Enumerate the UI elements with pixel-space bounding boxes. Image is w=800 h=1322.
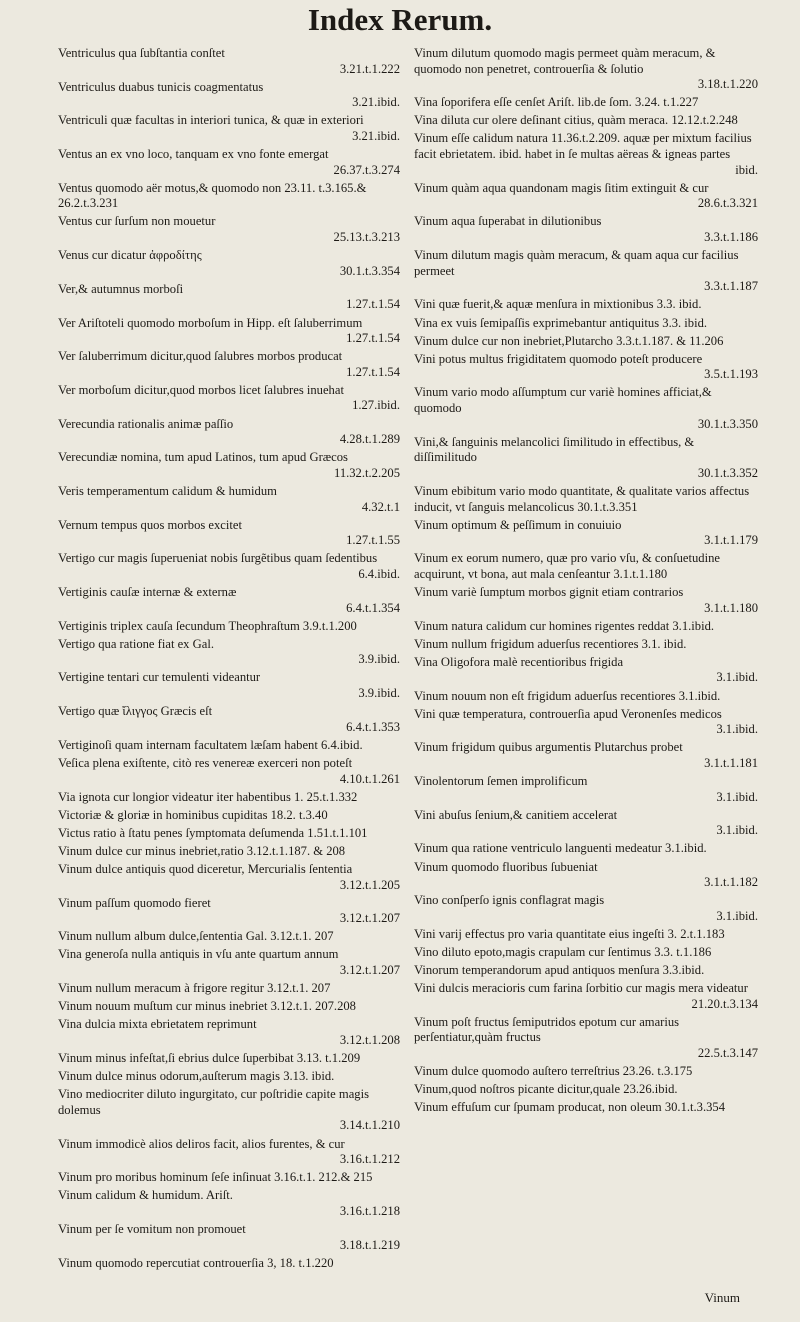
- index-entry-reference: 25.13.t.3.213: [333, 230, 400, 245]
- index-entry-text: Ventus cur ſurſum non mouetur: [58, 214, 216, 229]
- index-entry: [414, 619, 758, 635]
- index-entry-reference: 3.14.t.1.210: [339, 1118, 400, 1133]
- index-entry: [58, 1069, 400, 1085]
- index-entry-text: Vinum vario modo aſſumptum cur variè homines afficiat,& quomodo: [414, 385, 712, 415]
- index-entry: [414, 113, 758, 129]
- index-entry-text: Vini dulcis meracioris cum farina ſorbitio cur magis mera videatur: [414, 981, 748, 996]
- index-entry-text: Victoriæ & gloriæ in hominibus cupiditas 18.2. t.3.40: [58, 807, 328, 822]
- index-entry: [414, 707, 758, 738]
- index-entry: [58, 1170, 400, 1186]
- index-entry-reference: 1.27.t.1.54: [346, 364, 400, 379]
- index-entry: [58, 1256, 400, 1272]
- index-entry: [58, 147, 400, 178]
- index-entry: [414, 352, 758, 383]
- index-entry: [414, 860, 758, 891]
- index-entry-reference: 3.21.ibid.: [352, 128, 400, 143]
- index-entry-text: Vinum pro moribus hominum ſeſe inſinuat 3.16.t.1. 212.& 215: [58, 1170, 373, 1185]
- index-entry-text: Vini quæ temperatura, controuerſia apud Veronenſes medicos: [414, 706, 722, 721]
- index-entry-text: Via ignota cur longior videatur iter habentibus 1. 25.t.1.332: [58, 789, 358, 804]
- index-entry: [414, 689, 758, 705]
- index-entry: [414, 945, 758, 961]
- index-entry-reference: 1.27.ibid.: [352, 398, 400, 413]
- index-entry: [58, 551, 400, 582]
- index-entry: [58, 637, 400, 668]
- index-entry-reference: 6.4.ibid.: [358, 566, 400, 581]
- index-entry: [414, 808, 758, 839]
- index-entry-text: Ver Ariſtoteli quomodo morboſum in Hipp. eſt ſaluberrimum: [58, 315, 363, 330]
- index-entry: [414, 385, 758, 432]
- index-entry-reference: 3.1.ibid.: [716, 722, 758, 737]
- index-entry-text: Ver ſaluberrimum dicitur,quod ſalubres morbos producat: [58, 349, 343, 364]
- index-entry-text: Vertigo cur magis ſuperueniat nobis ſurgẽtibus quam ſedentibus: [58, 551, 378, 566]
- index-entry-text: Vertigo qua ratione fiat ex Gal.: [58, 636, 214, 651]
- index-entry-text: Vinum immodicè alios deliros facit, alios furentes, & cur: [58, 1136, 345, 1151]
- index-entry: [414, 484, 758, 515]
- index-entry-text: Vinum natura calidum cur homines rigentes reddat 3.1.ibid.: [414, 618, 715, 633]
- index-entry-text: Vinum nullum meracum à frigore regitur 3.12.t.1. 207: [58, 981, 331, 996]
- index-entry: [58, 844, 400, 860]
- index-entry-text: Vinum nullum frigidum aduerſus recentiores 3.1. ibid.: [414, 636, 687, 651]
- index-entry-text: Vina dulcia mixta ebrietatem reprimunt: [58, 1017, 257, 1032]
- index-entry-text: Ventriculus duabus tunicis coagmentatus: [58, 79, 264, 94]
- index-entry-reference: 3.12.t.1.208: [339, 1032, 400, 1047]
- index-entry-reference: 11.32.t.2.205: [333, 465, 400, 480]
- index-entry-text: Ver morboſum dicitur,quod morbos licet ſalubres inuehat: [58, 382, 344, 397]
- index-entry: [58, 383, 400, 414]
- index-entry-text: Vinum quomodo fluoribus ſubueniat: [414, 859, 598, 874]
- index-entry-reference: 1.27.t.1.54: [346, 331, 400, 346]
- index-entry-reference: 3.18.t.1.219: [339, 1237, 400, 1252]
- index-entry: [58, 484, 400, 515]
- index-column-left: [58, 46, 400, 1274]
- index-entry: [58, 999, 400, 1015]
- index-entry: [414, 248, 758, 295]
- index-entry-reference: 3.9.ibid.: [358, 686, 400, 701]
- index-entry-text: Ventriculus qua ſubſtantia conſtet: [58, 46, 225, 60]
- index-entry: [58, 585, 400, 616]
- index-entry: [58, 1222, 400, 1253]
- index-entry: [58, 738, 400, 754]
- index-entry-text: Vina diluta cur olere deſinant citius, quàm meraca. 12.12.t.2.248: [414, 113, 738, 128]
- index-entry: [58, 46, 400, 77]
- index-entry-text: Vinum effuſum cur ſpumam producat, non oleum 30.1.t.3.354: [414, 1100, 726, 1115]
- index-entry: [414, 774, 758, 805]
- index-entry: [414, 551, 758, 582]
- index-entry-text: Vinum quomodo repercutiat controuerſia 3, 18. t.1.220: [58, 1255, 334, 1270]
- index-entry: [414, 316, 758, 332]
- index-entry-reference: 3.3.t.1.187: [704, 279, 758, 294]
- index-entry: [414, 1082, 758, 1098]
- index-entry-text: Vino conſperſo ignis conflagrat magis: [414, 893, 605, 908]
- index-entry: [414, 131, 758, 178]
- index-entry: [414, 435, 758, 482]
- index-entry-text: Vinum variè ſumptum morbos gignit etiam contrarios: [414, 585, 684, 599]
- catchword: Vinum: [704, 1290, 740, 1305]
- index-entry-text: Vinum optimum & peſſimum in conuiuio: [414, 517, 622, 532]
- index-entry-text: Vinum eſſe calidum natura 11.36.t.2.209. aquæ per mixtum facilius facit ebrietatem. ibid. habet in ſe multas aëreas & igneas partes: [414, 131, 752, 162]
- index-entry: [58, 808, 400, 824]
- index-entry-text: Vinum dilutum quomodo magis permeet quàm meracum, & quomodo non penetret, controuerſia & ſolutio: [414, 46, 716, 76]
- index-entry: [58, 349, 400, 380]
- index-entry: [414, 95, 758, 111]
- index-entry-reference: 3.12.t.1.207: [339, 911, 400, 926]
- index-entry-reference: 6.4.t.1.354: [346, 600, 400, 615]
- index-entry-text: Vinum dulce cur non inebriet,Plutarcho 3.3.t.1.187. & 11.206: [414, 333, 724, 348]
- index-entry: [414, 46, 758, 93]
- index-entry-reference: 3.3.t.1.186: [704, 230, 758, 245]
- index-entry-reference: 3.5.t.1.193: [704, 367, 758, 382]
- page-title: Index Rerum.: [307, 2, 493, 37]
- index-entry: [414, 981, 758, 1012]
- index-entry-text: Vini varij effectus pro varia quantitate eius ingeſti 3. 2.t.1.183: [414, 926, 725, 941]
- index-entry-text: Vinum ex eorum numero, quæ pro vario vſu, & conſuetudine acquirunt, vt bona, aut mala cenſeantur 3.1.t.1.180: [414, 551, 720, 581]
- index-entry-text: Vinum ebibitum vario modo quantitate, & qualitate varios affectus inducit, vt ſanguis melancolicus 30.1.t.3.351: [414, 483, 750, 514]
- index-entry-text: Vini potus multus frigiditatem quomodo poteſt producere: [414, 351, 703, 366]
- index-entry-reference: 3.21.t.1.222: [339, 61, 400, 76]
- index-entry-text: Vinum calidum & humidum. Ariſt.: [58, 1188, 233, 1203]
- index-entry-reference: 3.16.t.1.218: [339, 1203, 400, 1218]
- index-entry-reference: 4.28.t.1.289: [339, 432, 400, 447]
- index-entry: [58, 1087, 400, 1134]
- index-entry-text: Vertiginis cauſæ internæ & externæ: [58, 585, 237, 599]
- index-entry-reference: 3.16.t.1.212: [339, 1152, 400, 1167]
- index-entry-reference: 1.27.t.1.55: [346, 533, 400, 548]
- index-entry-text: Vinum,quod noſtros picante dicitur,quale 23.26.ibid.: [414, 1082, 678, 1097]
- index-entry-text: Vinum poſt fructus ſemiputridos epotum cur amarius perſentiatur,quàm fructus: [414, 1014, 680, 1045]
- index-entry: [58, 450, 400, 481]
- index-entry-reference: 30.1.t.3.354: [339, 263, 400, 278]
- index-entry-text: Vertiginis triplex cauſa ſecundum Theophraſtum 3.9.t.1.200: [58, 618, 357, 633]
- index-entry: [58, 80, 400, 111]
- index-entry: [58, 704, 400, 735]
- index-entry: [414, 181, 758, 212]
- index-entry-text: Vinum dilutum magis quàm meracum, & quam aqua cur facilius permeet: [414, 248, 739, 278]
- index-entry-text: Vina generoſa nulla antiquis in vſu ante quartum annum: [58, 947, 339, 962]
- index-entry-text: Vinum dulce quomodo auſtero terreſtrius 23.26. t.3.175: [414, 1064, 693, 1079]
- index-entry: [414, 334, 758, 350]
- index-entry: [58, 1188, 400, 1219]
- index-entry: [58, 947, 400, 978]
- index-entry-reference: 3.12.t.1.207: [339, 963, 400, 978]
- index-entry: [414, 841, 758, 857]
- index-entry: [58, 248, 400, 279]
- index-entry-text: Vina Oligofora malè recentioribus frigida: [414, 654, 624, 669]
- index-entry-reference: 3.1.ibid.: [716, 823, 758, 838]
- index-entry-text: Vernum tempus quos morbos excitet: [58, 517, 242, 532]
- index-entry: [58, 790, 400, 806]
- index-entry: [414, 214, 758, 245]
- index-entry-reference: 21.20.t.3.134: [691, 996, 758, 1011]
- index-entry-text: Vinorum temperandorum apud antiquos menſura 3.3.ibid.: [414, 963, 705, 978]
- index-entry: [58, 214, 400, 245]
- index-entry-text: Ventus an ex vno loco, tanquam ex vno fonte emergat: [58, 147, 329, 162]
- index-entry: [58, 1017, 400, 1048]
- index-entry-text: Vina ſoporifera eſſe cenſet Ariſt. lib.de ſom. 3.24. t.1.227: [414, 95, 699, 110]
- index-entry: [58, 862, 400, 893]
- index-entry-text: Veris temperamentum calidum & humidum: [58, 483, 277, 498]
- index-entry: [58, 619, 400, 635]
- index-entry: [58, 417, 400, 448]
- index-entry: [58, 756, 400, 787]
- index-entry-text: Vinum qua ratione ventriculo languenti medeatur 3.1.ibid.: [414, 841, 707, 856]
- index-entry: [58, 113, 400, 144]
- index-entry: [414, 637, 758, 653]
- index-entry: [58, 896, 400, 927]
- index-entry-text: Vinum nouum muſtum cur minus inebriet 3.12.t.1. 207.208: [58, 999, 356, 1014]
- index-column-right: [414, 46, 758, 1118]
- index-entry: [58, 518, 400, 549]
- index-entry-reference: 26.37.t.3.274: [333, 162, 400, 177]
- index-entry: [414, 740, 758, 771]
- index-entry: [58, 929, 400, 945]
- index-entry-text: Vinum aqua ſuperabat in dilutionibus: [414, 214, 602, 229]
- index-entry-reference: 28.6.t.3.321: [697, 196, 758, 211]
- index-entry-reference: 3.18.t.1.220: [697, 77, 758, 92]
- index-entry: [414, 297, 758, 313]
- index-entry: [414, 927, 758, 943]
- index-entry-text: Vinolentorum ſemen improlificum: [414, 774, 588, 789]
- index-entry-reference: 3.1.t.1.181: [704, 755, 758, 770]
- index-entry-reference: 3.1.t.1.179: [704, 533, 758, 548]
- index-entry: [58, 826, 400, 842]
- index-entry-text: Vinum dulce antiquis quod diceretur, Mercurialis ſententia: [58, 862, 353, 876]
- index-entry: [414, 963, 758, 979]
- index-entry-text: Venus cur dicatur ἀφροδίτης: [58, 248, 202, 263]
- index-entry-reference: 4.32.t.1: [361, 499, 400, 514]
- index-entry-text: Vina ex vuis ſemipaſſis exprimebantur antiquitus 3.3. ibid.: [414, 315, 708, 330]
- index-entry-text: Ventus quomodo aër motus,& quomodo non 23.11. t.3.165.& 26.2.t.3.231: [58, 180, 367, 211]
- index-entry-reference: ibid.: [735, 162, 758, 177]
- index-entry-text: Vinum dulce minus odorum,auſterum magis 3.13. ibid.: [58, 1069, 335, 1084]
- index-entry-reference: 3.1.ibid.: [716, 908, 758, 923]
- index-entry-reference: 22.5.t.3.147: [697, 1046, 758, 1061]
- index-entry: [414, 1064, 758, 1080]
- index-entry-text: Vini,& ſanguinis melancolici ſimilitudo in effectibus, & diſſimilitudo: [414, 434, 695, 465]
- index-entry: [58, 282, 400, 313]
- index-entry-reference: 3.1.t.1.182: [704, 875, 758, 890]
- index-entry-text: Vertigo quæ ἴλιγγος Græcis eſt: [58, 704, 213, 719]
- index-entry: [414, 1100, 758, 1116]
- index-entry-reference: 30.1.t.3.352: [697, 465, 758, 480]
- index-entry: [414, 518, 758, 549]
- index-entry-reference: 30.1.t.3.350: [697, 416, 758, 431]
- index-entry-text: Veſica plena exiſtente, citò res venereæ exerceri non poteſt: [58, 755, 353, 770]
- index-entry: [414, 585, 758, 616]
- index-entry-text: Vino diluto epoto,magis crapulam cur ſentimus 3.3. t.1.186: [414, 944, 712, 959]
- index-entry-text: Vinum nullum album dulce,ſententia Gal. 3.12.t.1. 207: [58, 929, 334, 944]
- index-entry: [58, 181, 400, 212]
- index-entry: [414, 1015, 758, 1062]
- index-entry-text: Vertigine tentari cur temulenti videantur: [58, 670, 261, 685]
- index-entry-text: Verecundia rationalis animæ paſſio: [58, 416, 234, 431]
- index-entry-reference: 3.1.t.1.180: [704, 600, 758, 615]
- index-entry: [414, 893, 758, 924]
- index-entry: [58, 1051, 400, 1067]
- index-entry-reference: 3.9.ibid.: [358, 652, 400, 667]
- index-entry: [414, 655, 758, 686]
- index-entry: [58, 981, 400, 997]
- index-entry-text: Vertiginoſi quam internam facultatem læſam habent 6.4.ibid.: [58, 737, 363, 752]
- index-entry-text: Vino mediocriter diluto ingurgitato, cur poſtridie capite magis dolemus: [58, 1087, 369, 1117]
- index-entry: [58, 316, 400, 347]
- index-entry-reference: 4.10.t.1.261: [339, 771, 400, 786]
- index-entry-reference: 3.1.ibid.: [716, 789, 758, 804]
- index-entry-reference: 1.27.t.1.54: [346, 297, 400, 312]
- index-entry-text: Vinum dulce cur minus inebriet,ratio 3.12.t.1.187. & 208: [58, 843, 346, 858]
- index-entry-text: Vinum paſſum quomodo fieret: [58, 895, 211, 910]
- index-entry-reference: 3.12.t.1.205: [339, 877, 400, 892]
- index-entry: [58, 670, 400, 701]
- index-entry-text: Vinum per ſe vomitum non promouet: [58, 1221, 246, 1236]
- index-entry-reference: 3.21.ibid.: [352, 95, 400, 110]
- index-entry-text: Vinum quàm aqua quandonam magis ſitim extinguit & cur: [414, 180, 709, 195]
- index-entry-text: Vini abuſus ſenium,& canitiem accelerat: [414, 807, 618, 822]
- index-entry-reference: 6.4.t.1.353: [346, 719, 400, 734]
- index-entry-text: Vinum minus infeſtat,ſi ebrius dulce ſuperbibat 3.13. t.1.209: [58, 1051, 361, 1066]
- index-entry-text: Ventriculi quæ facultas in interiori tunica, & quæ in exteriori: [58, 113, 364, 128]
- index-entry: [58, 1137, 400, 1168]
- index-entry-text: Vinum frigidum quibus argumentis Plutarchus probet: [414, 740, 683, 755]
- index-entry-reference: 3.1.ibid.: [716, 670, 758, 685]
- index-entry-text: Victus ratio à ſtatu penes ſymptomata deſumenda 1.51.t.1.101: [58, 825, 368, 840]
- index-entry-text: Vinum nouum non eſt frigidum aduerſus recentiores 3.1.ibid.: [414, 688, 721, 703]
- index-entry-text: Ver,& autumnus morboſi: [58, 281, 184, 296]
- index-entry-text: Vini quæ fuerit,& aquæ menſura in mixtionibus 3.3. ibid.: [414, 297, 702, 312]
- index-entry-text: Verecundiæ nomina, tum apud Latinos, tum apud Græcos: [58, 450, 348, 465]
